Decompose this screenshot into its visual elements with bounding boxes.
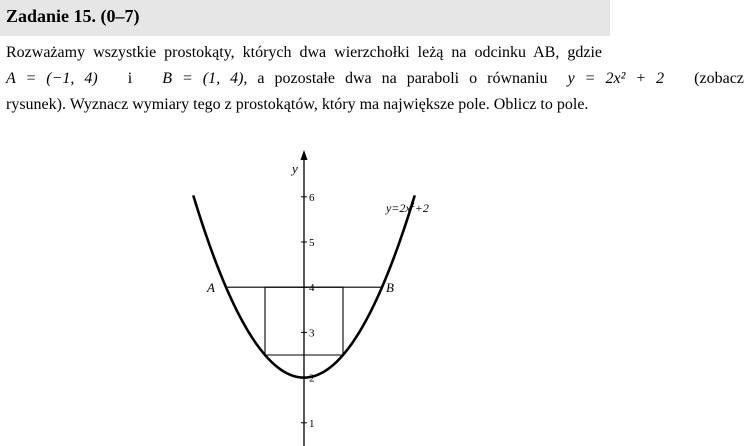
conjunction-i: i [127, 70, 133, 87]
point-a-label: A [207, 280, 215, 296]
point-b-label: B [386, 280, 394, 296]
curve-equation-label: $y=2x^2+2$ [386, 200, 429, 215]
y-axis-arrow [301, 150, 308, 160]
task-line-2-middle: a pozostałe dwa na paraboli o równaniu [257, 70, 548, 87]
y-tick-label: 4 [309, 282, 315, 295]
point-b-definition: B = (1, 4), [162, 70, 248, 87]
y-tick-label: 3 [309, 327, 315, 340]
task-title: Zadanie 15. (0–7) [6, 6, 140, 26]
y-tick-label: 2 [309, 372, 315, 385]
y-tick-label: 6 [309, 191, 315, 204]
y-tick-label: 5 [309, 237, 315, 249]
task-line-1: Rozważamy wszystkie prostokąty, których dwa wierzchołki leżą na odcinku AB, gdzie [6, 44, 602, 61]
y-tick-label: 1 [309, 417, 315, 430]
y-axis-ticks [301, 192, 315, 430]
task-line-2-end: (zobacz [694, 70, 744, 87]
parabola-equation: y = 2x² + 2 [567, 70, 665, 87]
point-a-definition: A = (−1, 4) [6, 70, 98, 87]
y-axis-label: y [292, 161, 298, 176]
task-line-3: rysunek). Wyznacz wymiary tego z prostokątów, który ma największe pole. Oblicz to pole. [6, 96, 589, 113]
